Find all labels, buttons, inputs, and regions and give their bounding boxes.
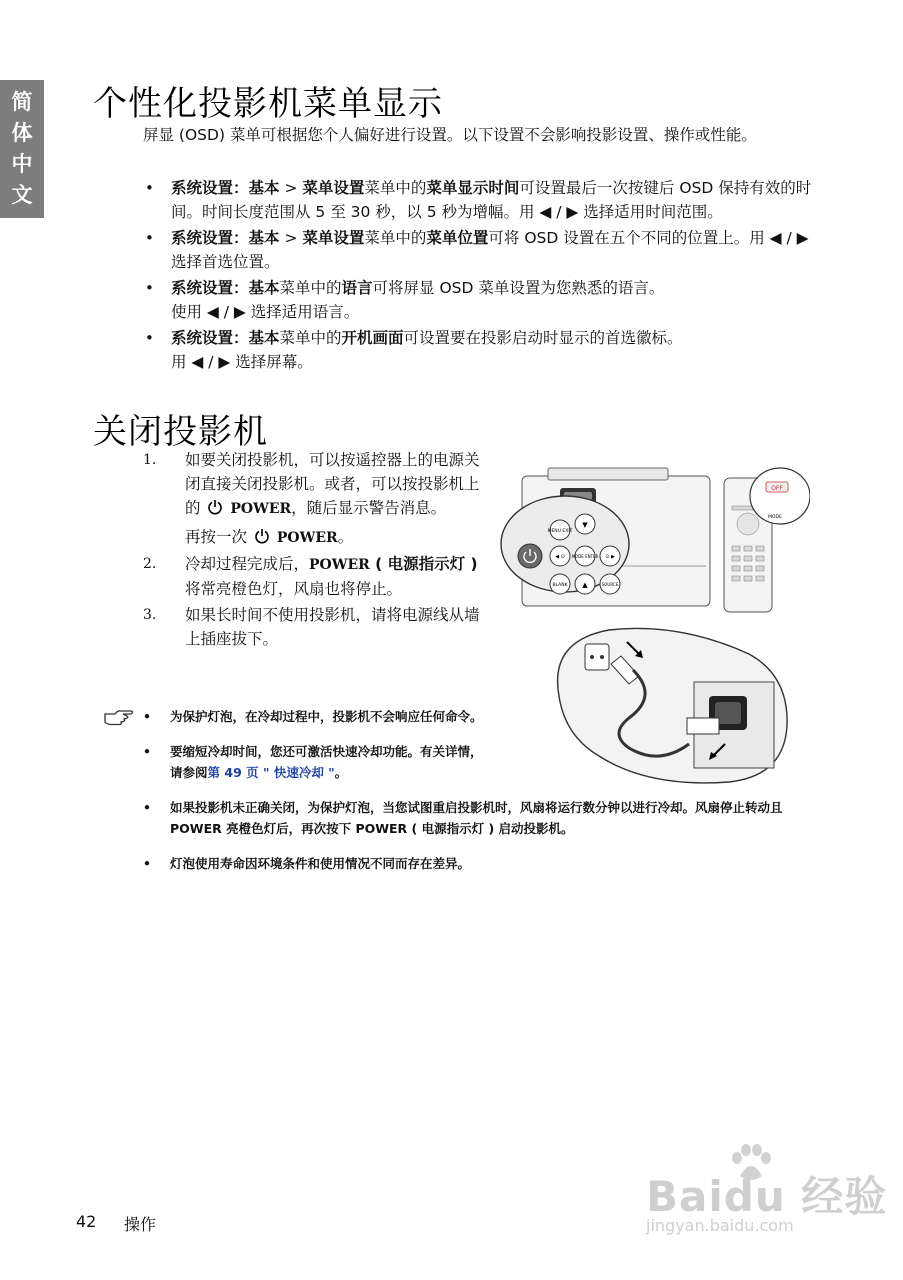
keypad-label: ▼ (582, 521, 588, 529)
list-item: • 系统设置：基本 > 菜单设置菜单中的菜单位置可将 OSD 设置在五个不同的位置上。用 ◀ / ▶ 选择首选位置。 (143, 226, 823, 274)
keypad-label: BLANK (552, 583, 568, 588)
list-item: • 系统设置：基本菜单中的开机画面可设置要在投影启动时显示的首选徽标。 用 ◀ / ▶ 选择屏幕。 (143, 326, 823, 374)
remote-off-label: OFF (771, 485, 783, 492)
watermark-url: jingyan.baidu.com (646, 1216, 794, 1235)
list-item: • 灯泡使用寿命因环境条件和使用情况不同而存在差异。 (143, 853, 813, 874)
page-number: 42 (76, 1212, 97, 1231)
keypad-label: ▲ (582, 581, 588, 589)
section-title-shutdown: 关闭投影机 (93, 412, 268, 452)
keypad-label: MENU EXIT (547, 529, 573, 534)
list-item: • 要缩短冷却时间，您还可激活快速冷却功能。有关详情，请参阅第 49 页 " 快速冷却 "。 (143, 741, 483, 783)
osd-bullet-list (143, 176, 823, 376)
side-tab-char: 简 (11, 90, 33, 114)
keypad-label: ◀ ⊙ (555, 554, 565, 560)
side-tab-char: 体 (11, 121, 33, 145)
power-icon (207, 499, 223, 515)
quick-cooling-link[interactable]: 第 49 页 " 快速冷却 " (207, 765, 335, 780)
list-item: 1. 如要关闭投影机，可以按遥控器上的电源关闭直接关闭投影机。或者，可以按投影机上的 POWER，随后显示警告消息。 再按一次 POWER。 (143, 451, 480, 546)
watermark-logo: Baidu 经验 (646, 1172, 888, 1221)
pointing-hand-icon (103, 708, 137, 728)
remote-mode-label: MODE (768, 515, 782, 520)
list-item: • 系统设置：基本菜单中的语言可将屏显 OSD 菜单设置为您熟悉的语言。 使用 ◀ / ▶ 选择适用语言。 (143, 276, 823, 324)
list-item: • 系统设置：基本 > 菜单设置菜单中的菜单显示时间可设置最后一次按键后 OSD 保持有效的时间。时间长度范围从 5 至 30 秒，以 5 秒为增幅。用 ◀ / ▶ 选择适用时间范围。 (143, 176, 823, 224)
projector-remote-illustration (500, 466, 810, 616)
keypad-label: SOURCE (601, 582, 619, 587)
power-icon (254, 528, 270, 544)
side-tab-char: 中 (11, 152, 33, 176)
list-item: • 如果投影机未正确关闭，为保护灯泡，当您试图重启投影机时，风扇将运行数分钟以进行冷却。风扇停止转动且 POWER 亮橙色灯后，再次按下 POWER ( 电源指示灯 ) 启动投影机。 (143, 797, 813, 839)
footer-section-name: 操作 (124, 1215, 157, 1234)
language-side-tab (0, 80, 44, 218)
power-cord-illustration (549, 626, 789, 786)
section-intro: 屏显 (OSD) 菜单可根据您个人偏好进行设置。以下设置不会影响投影设置、操作或性能。 (143, 126, 757, 144)
side-tab-char: 文 (11, 183, 33, 207)
list-item: 3. 如果长时间不使用投影机，请将电源线从墙上插座拔下。 (143, 606, 480, 648)
keypad-label: MODE ENTER (571, 554, 599, 559)
section-title-osd: 个性化投影机菜单显示 (93, 84, 443, 124)
baidu-watermark (646, 1150, 896, 1250)
list-item: • 为保护灯泡，在冷却过程中，投影机不会响应任何命令。 (143, 706, 483, 727)
list-item: 2. 冷却过程完成后，POWER ( 电源指示灯 ) 将常亮橙色灯，风扇也将停止。 (143, 555, 478, 598)
keypad-label: ⊙ ▶ (605, 554, 615, 560)
shutdown-steps (143, 448, 493, 653)
